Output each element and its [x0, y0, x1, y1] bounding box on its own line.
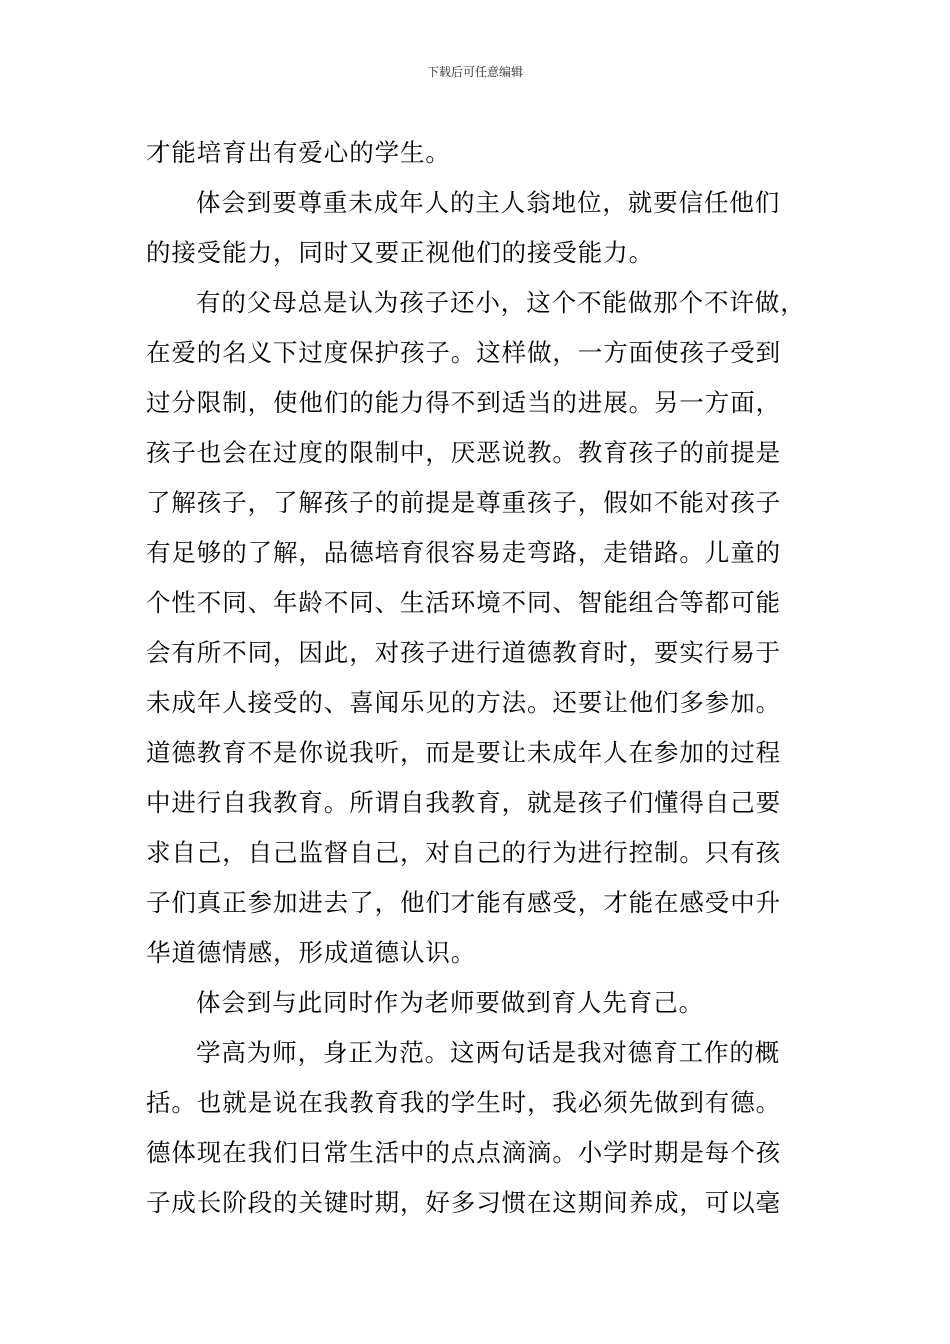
- text-line: 个性不同、年龄不同、生活环境不同、智能组合等都可能: [146, 588, 781, 617]
- text-line: 求自己，自己监督自己，对自己的行为进行控制。只有孩: [146, 838, 781, 867]
- text-line: 中进行自我教育。所谓自我教育，就是孩子们懂得自己要: [146, 788, 781, 817]
- text-line: 德体现在我们日常生活中的点点滴滴。小学时期是每个孩: [146, 1138, 781, 1167]
- text-line: 有足够的了解，品德培育很容易走弯路，走错路。儿童的: [146, 538, 781, 567]
- paragraph-first-line: 有的父母总是认为孩子还小，这个不能做那个不许做，: [196, 288, 806, 317]
- paragraph-first-line: 体会到与此同时作为老师要做到育人先育己。: [196, 988, 704, 1017]
- text-line: 的接受能力，同时又要正视他们的接受能力。: [146, 238, 654, 267]
- text-line: 孩子也会在过度的限制中，厌恶说教。教育孩子的前提是: [146, 438, 781, 467]
- text-line: 会有所不同，因此，对孩子进行道德教育时，要实行易于: [146, 638, 781, 667]
- text-line: 华道德情感，形成道德认识。: [146, 938, 477, 967]
- text-line: 在爱的名义下过度保护孩子。这样做，一方面使孩子受到: [146, 338, 781, 367]
- paragraph-first-line: 体会到要尊重未成年人的主人翁地位，就要信任他们: [196, 188, 781, 217]
- text-line: 子成长阶段的关键时期，好多习惯在这期间养成，可以毫: [146, 1188, 781, 1217]
- text-line: 才能培育出有爱心的学生。: [146, 138, 451, 167]
- paragraph-first-line: 学高为师，身正为范。这两句话是我对德育工作的概: [196, 1038, 781, 1067]
- text-line: 括。也就是说在我教育我的学生时，我必须先做到有德。: [146, 1088, 781, 1117]
- document-body: [146, 128, 816, 1228]
- text-line: 道德教育不是你说我听，而是要让未成年人在参加的过程: [146, 738, 781, 767]
- text-line: 未成年人接受的、喜闻乐见的方法。还要让他们多参加。: [146, 688, 781, 717]
- text-line: 子们真正参加进去了，他们才能有感受，才能在感受中升: [146, 888, 781, 917]
- text-line: 过分限制，使他们的能力得不到适当的进展。另一方面，: [146, 388, 781, 417]
- page-header: 下载后可任意编辑: [426, 65, 523, 79]
- text-line: 了解孩子，了解孩子的前提是尊重孩子，假如不能对孩子: [146, 488, 781, 517]
